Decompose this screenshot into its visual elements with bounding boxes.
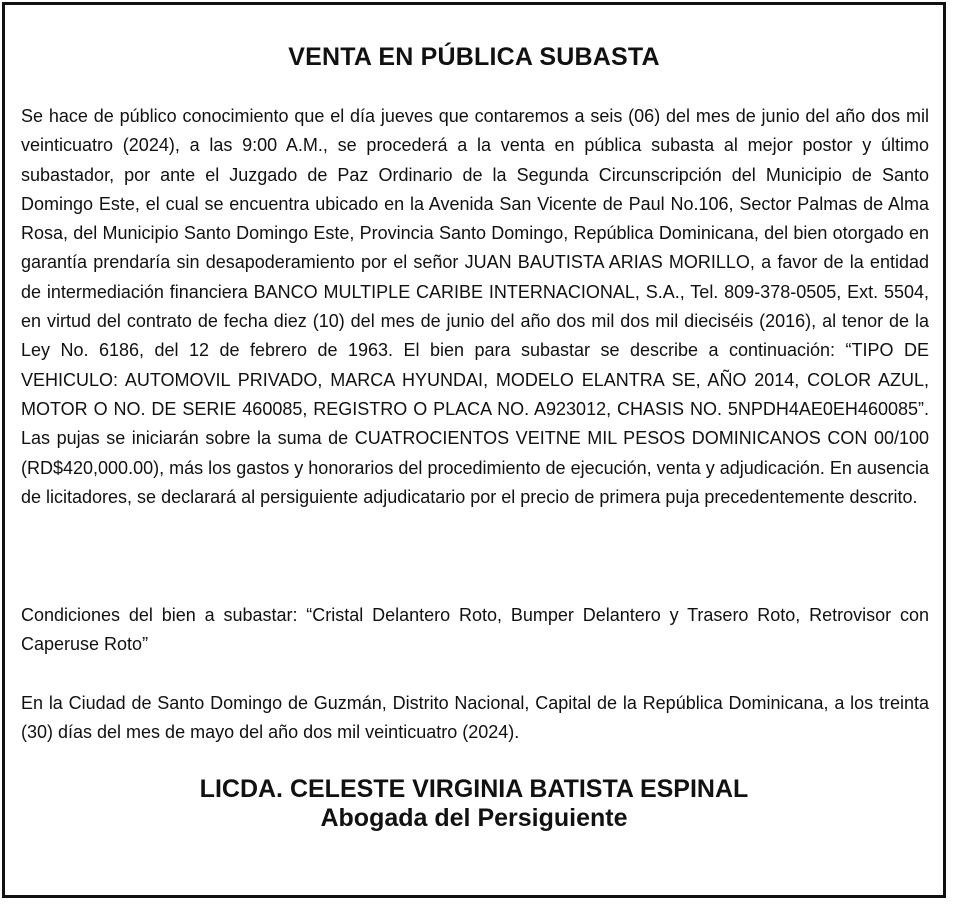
- notice-paragraph-conditions: Condiciones del bien a subastar: “Cristal Delantero Roto, Bumper Delantero y Trasero Roto, Retrovisor con Caperuse Roto”: [21, 605, 929, 655]
- signatory-name: LICDA. CELESTE VIRGINIA BATISTA ESPINAL: [199, 775, 749, 803]
- notice-paragraph-place-date: En la Ciudad de Santo Domingo de Guzmán, Distrito Nacional, Capital de la República Dominicana, a los treinta (30) días del mes de mayo del año dos mil veinticuatro (2024).: [21, 693, 929, 743]
- notice-title: VENTA EN PÚBLICA SUBASTA: [288, 43, 660, 71]
- signatory-role: Abogada del Persiguiente: [320, 804, 628, 832]
- legal-notice-frame: [2, 2, 946, 898]
- notice-paragraph-auction-details: Se hace de público conocimiento que el día jueves que contaremos a seis (06) del mes de junio del año dos mil veinticuatro (2024), a las 9:00 A.M., se procederá a la venta en pública subasta al mejor postor y último subastador, por ante el Juzgado de Paz Ordinario de la Segunda Circunscripción del Municipio de Santo Domingo Este, el cual se encuentra ubicado en la Avenida San Vicente de Paul No.106, Sector Palmas de Alma Rosa, del Municipio Santo Domingo Este, Provincia Santo Domingo, República Dominicana, del bien otorgado en garantía prendaría sin desapoderamiento por el señor JUAN BAUTISTA ARIAS MORILLO, a favor de la entidad de intermediación financiera BANCO MULTIPLE CARIBE INTERNACIONAL, S.A., Tel. 809-378-0505, Ext. 5504, en virtud del contrato de fecha diez (10) del mes de junio del año dos mil dos mil dieciséis (2016), al tenor de la Ley No. 6186, del 12 de febrero de 1963. El bien para subastar se describe a continuación: “TIPO DE VEHICULO: AUTOMOVIL PRIVADO, MARCA HYUNDAI, MODELO ELANTRA SE, AÑO 2014, COLOR AZUL, MOTOR O NO. DE SERIE 460085, REGISTRO O PLACA NO. A923012, CHASIS NO. 5NPDH4AE0EH460085”. Las pujas se iniciarán sobre la suma de CUATROCIENTOS VEITNE MIL PESOS DOMINICANOS CON 00/100 (RD$420,000.00), más los gastos y honorarios del procedimiento de ejecución, venta y adjudicación. En ausencia de licitadores, se declarará al persiguiente adjudicatario por el precio de primera puja precedentemente descrito.: [21, 106, 929, 507]
